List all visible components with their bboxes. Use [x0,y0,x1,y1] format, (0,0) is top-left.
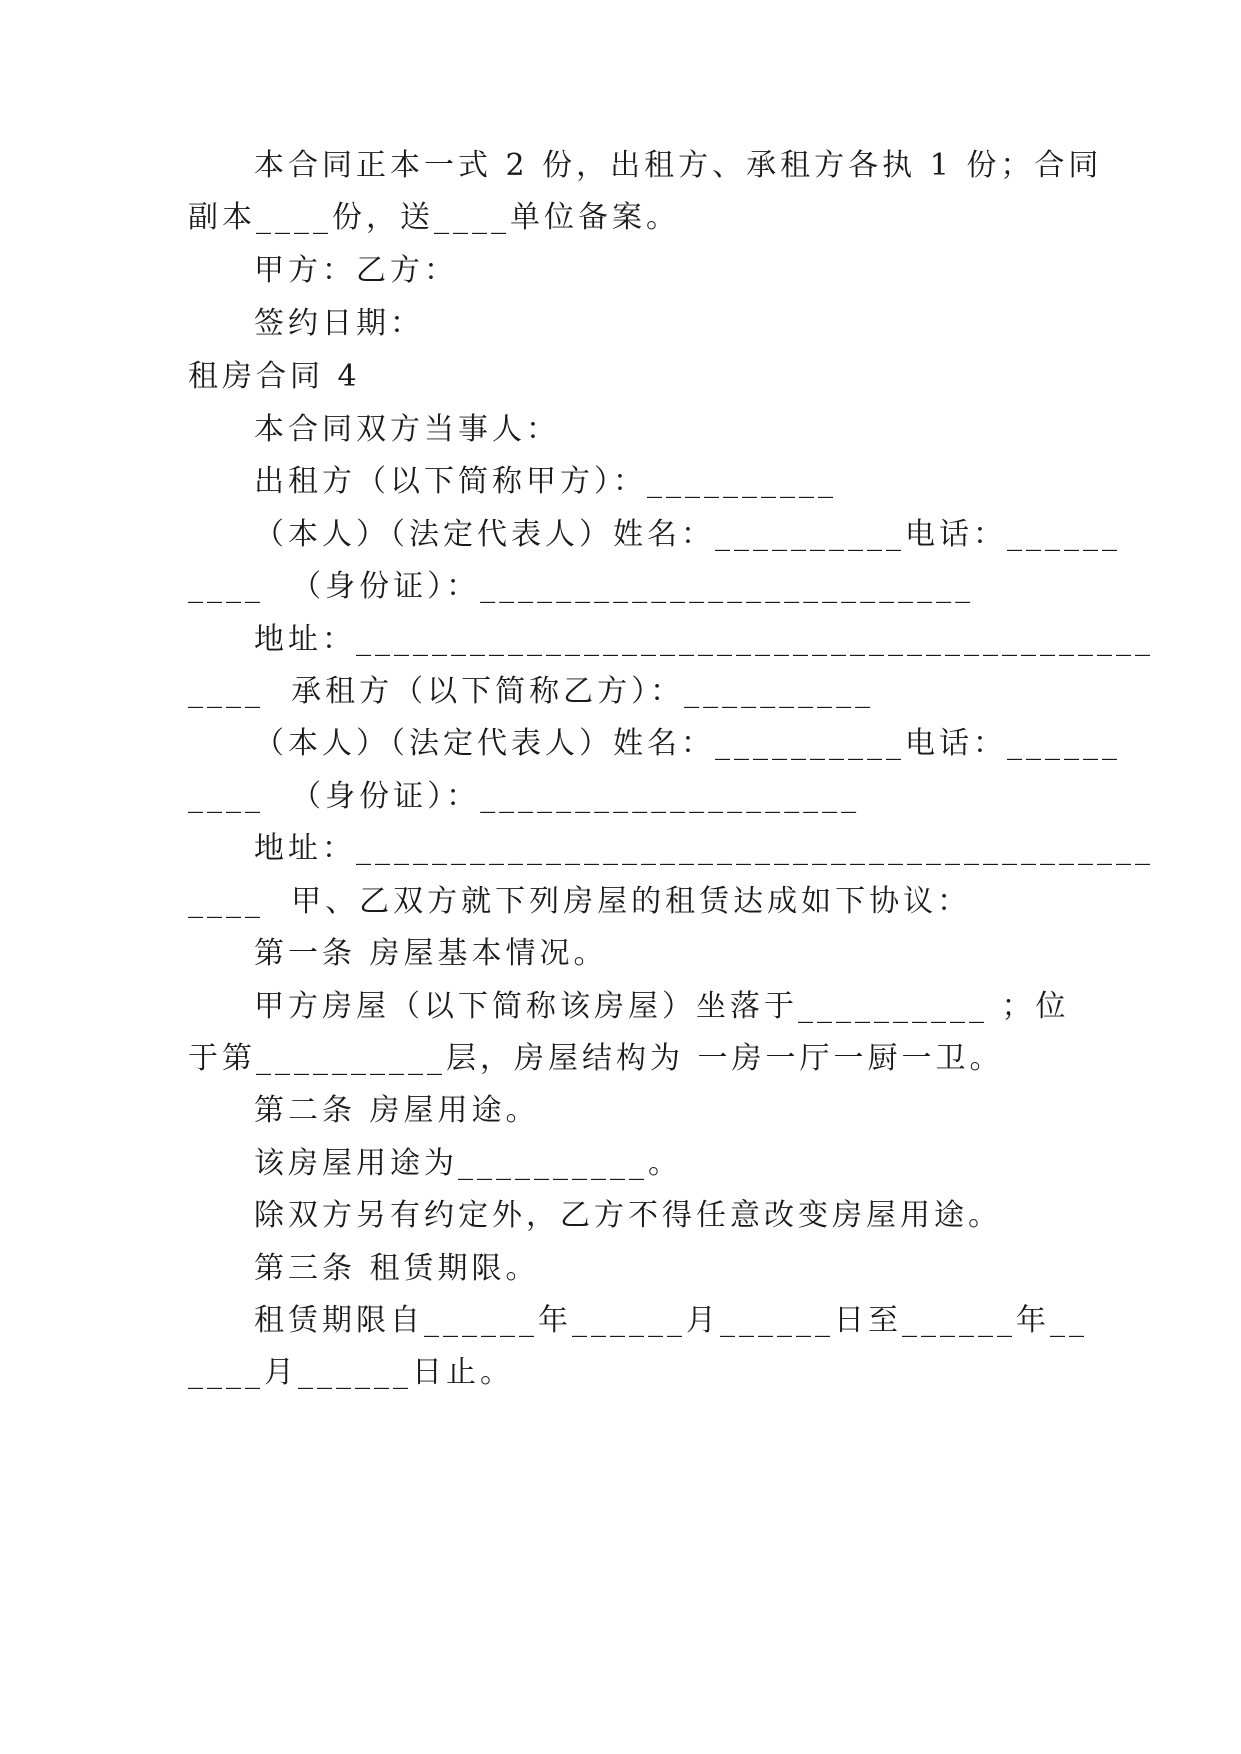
lessee-line: ____ 承租方（以下简称乙方）：__________ [188,674,875,709]
lessee-id: ____ （身份证）：____________________ [188,779,861,814]
agreement-intro: ____ 甲、乙双方就下列房屋的租赁达成如下协议： [188,884,972,919]
article-2-restriction: 除双方另有约定外，乙方不得任意改变房屋用途。 [254,1198,1002,1233]
article-1-heading: 第一条 房屋基本情况。 [254,936,608,971]
lessor-address: 地址：__________________________________________ [254,622,1154,657]
lessor-line: 出租方（以下简称甲方）：__________ [254,464,837,499]
lessee-name-phone: （本人）（法定代表人）姓名：__________电话：______ [254,726,1121,761]
article-3-term-cont: ____月______日止。 [188,1355,514,1390]
article-1-floor: 于第__________层，房屋结构为 一房一厅一厨一卫。 [188,1041,1004,1076]
article-1-location: 甲方房屋（以下简称该房屋）坐落于__________ ；位 [254,989,1070,1024]
article-2-purpose: 该房屋用途为__________。 [254,1146,682,1181]
lessee-address: 地址：__________________________________________ [254,831,1154,866]
lessor-id: ____ （身份证）：__________________________ [188,569,975,604]
article-2-heading: 第二条 房屋用途。 [254,1093,540,1128]
paragraph-copies-cont: 副本____份，送____单位备案。 [188,200,680,235]
signing-date: 签约日期： [254,306,424,341]
parties-heading: 本合同双方当事人： [254,412,560,447]
article-3-term: 租赁期限自______年______月______日至______年__ [254,1303,1088,1338]
party-signatures: 甲方：乙方： [254,253,458,288]
contract-title: 租房合同 4 [188,359,361,394]
article-3-heading: 第三条 租赁期限。 [254,1251,540,1286]
lessor-name-phone: （本人）（法定代表人）姓名：__________电话：______ [254,517,1121,552]
paragraph-copies: 本合同正本一式 2 份，出租方、承租方各执 1 份；合同 [254,148,1103,183]
